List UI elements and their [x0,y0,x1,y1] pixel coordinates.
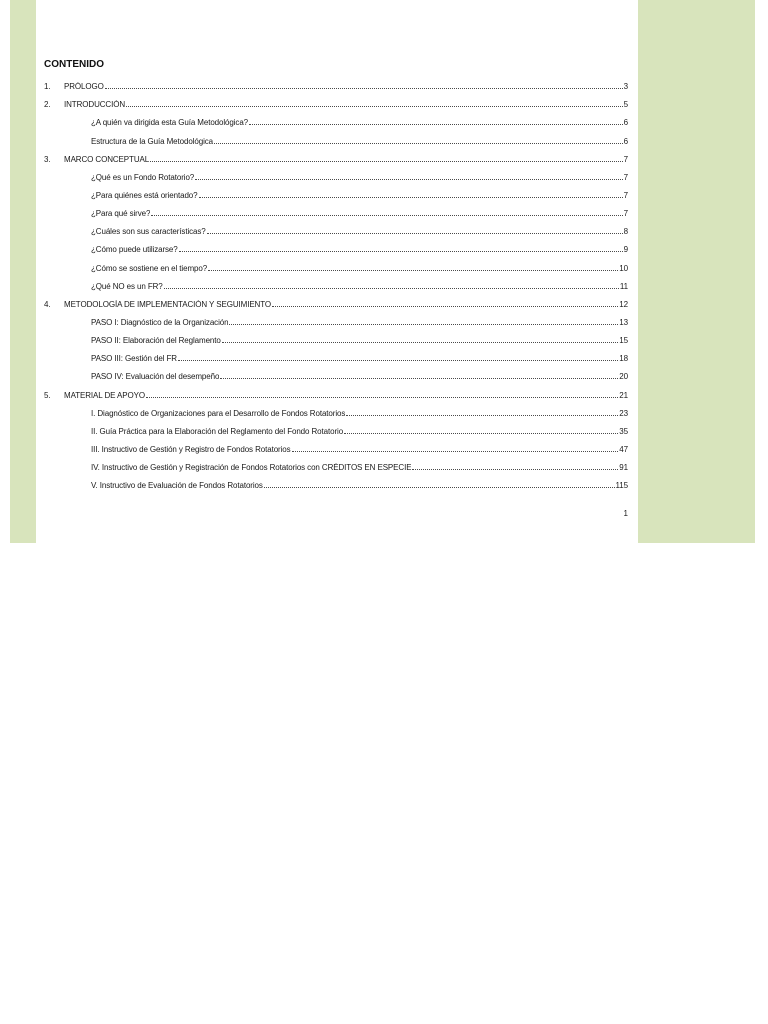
toc-entry-page: 5 [623,100,628,110]
toc-entry[interactable] [44,400,628,418]
toc-dot-leader [178,360,618,361]
toc-entry-page: 9 [623,245,628,255]
toc-entry-title: PASO II: Elaboración del Reglamento [91,336,221,346]
toc-entry[interactable] [44,109,628,127]
toc-dot-leader [105,88,623,89]
toc-entry-page: 3 [623,82,628,92]
toc-entry[interactable] [44,91,628,109]
toc-entry[interactable] [44,454,628,472]
toc-dot-leader [151,215,622,216]
right-green-band [638,0,755,543]
toc-dot-leader [249,124,623,125]
page-number: 1 [623,509,628,518]
toc-entry[interactable] [44,254,628,272]
toc-dot-leader [229,324,618,325]
toc-entry-number: 1. [44,82,51,92]
toc-entry-number: 4. [44,299,51,309]
toc-dot-leader [208,270,618,271]
toc-entry-title: III. Instructivo de Gestión y Registro de Fondos Rotatorios [91,444,291,454]
toc-dot-leader [214,143,623,144]
toc-entry[interactable] [44,472,628,490]
toc-entry-page: 10 [619,263,628,273]
toc-dot-leader [272,306,618,307]
toc-entry-title: I. Diagnóstico de Organizaciones para el Desarrollo de Fondos Rotatorios [91,408,346,418]
toc-entry-page: 7 [623,190,628,200]
toc-entry-page: 47 [619,444,628,454]
toc-entry[interactable] [44,291,628,309]
toc-dot-leader [412,469,618,470]
toc-entry-page: 12 [619,299,628,309]
toc-entry-page: 7 [623,172,628,182]
toc-entry-title: PASO I: Diagnóstico de la Organización [91,317,229,327]
toc-dot-leader [346,415,618,416]
toc-entry-page: 8 [623,227,628,237]
toc-entry-page: 11 [619,281,628,291]
toc-dot-leader [146,397,618,398]
toc-entry-page: 21 [619,390,628,400]
toc-entry-page: 20 [619,372,628,382]
toc-entry-page: 7 [623,154,628,164]
toc-entry-title: INTRODUCCIÓN [64,100,126,110]
toc-entry-page: 7 [623,209,628,219]
toc-entry-page: 35 [619,426,628,436]
toc-entry[interactable] [44,327,628,345]
toc-dot-leader [150,161,623,162]
toc-entry[interactable] [44,127,628,145]
toc-entry[interactable] [44,436,628,454]
toc-entry-title: MATERIAL DE APOYO [64,390,145,400]
toc-dot-leader [199,197,623,198]
toc-entry-title: ¿A quién va dirigida esta Guía Metodológica? [91,118,249,128]
toc-dot-leader [164,288,619,289]
toc-entry[interactable] [44,218,628,236]
toc-entry-title: PRÓLOGO [64,82,104,92]
toc-entry-number: 3. [44,154,51,164]
toc-entry-title: ¿Qué es un Fondo Rotatorio? [91,172,195,182]
toc-entry-title: PASO III: Gestión del FR [91,354,177,364]
toc-entry-title: PASO IV: Evaluación del desempeño [91,372,220,382]
toc-entry-page: 91 [619,463,628,473]
toc-entry-page: 6 [623,136,628,146]
toc-entry-title: IV. Instructivo de Gestión y Registración de Fondos Rotatorios con CRÉDITOS EN ESPECIE [91,463,412,473]
toc-entry-title: ¿Cuáles son sus características? [91,227,206,237]
table-of-contents [44,58,628,490]
toc-entry-title: Estructura de la Guía Metodológica [91,136,214,146]
toc-dot-leader [344,433,618,434]
toc-entry[interactable] [44,381,628,399]
toc-dot-leader [195,179,623,180]
toc-entry-title: ¿Qué NO es un FR? [91,281,163,291]
toc-dot-leader [222,342,619,343]
toc-dot-leader [220,378,618,379]
toc-entry-page: 13 [619,317,628,327]
toc-entry[interactable] [44,363,628,381]
toc-entry-title: METODOLOGÍA DE IMPLEMENTACIÓN Y SEGUIMIENTO [64,299,272,309]
toc-entry[interactable] [44,345,628,363]
toc-entry-page: 6 [623,118,628,128]
toc-entry-title: MARCO CONCEPTUAL [64,154,150,164]
toc-entry-title: ¿Para quiénes está orientado? [91,190,198,200]
toc-entry-title: II. Guía Práctica para la Elaboración del Reglamento del Fondo Rotatorio [91,426,344,436]
toc-entry-title: ¿Para qué sirve? [91,209,151,219]
toc-dot-leader [264,487,615,488]
toc-entry-page: 23 [619,408,628,418]
toc-entry-number: 5. [44,390,51,400]
toc-entry-title: ¿Cómo puede utilizarse? [91,245,178,255]
toc-dot-leader [292,451,619,452]
toc-list [44,73,628,490]
toc-entry-page: 15 [619,336,628,346]
toc-entry[interactable] [44,146,628,164]
toc-entry[interactable] [44,418,628,436]
toc-heading: CONTENIDO [44,59,104,70]
toc-dot-leader [179,251,623,252]
toc-dot-leader [126,106,623,107]
toc-entry-number: 2. [44,100,51,110]
toc-dot-leader [207,233,623,234]
toc-entry[interactable] [44,73,628,91]
toc-entry-page: 115 [615,481,628,491]
toc-entry[interactable] [44,164,628,182]
toc-entry-page: 18 [619,354,628,364]
toc-entry[interactable] [44,200,628,218]
toc-entry-title: V. Instructivo de Evaluación de Fondos Rotatorios [91,481,263,491]
toc-entry-title: ¿Cómo se sostiene en el tiempo? [91,263,208,273]
toc-entry[interactable] [44,309,628,327]
toc-entry[interactable] [44,273,628,291]
toc-entry[interactable] [44,236,628,254]
left-green-band [10,0,36,543]
toc-entry[interactable] [44,182,628,200]
